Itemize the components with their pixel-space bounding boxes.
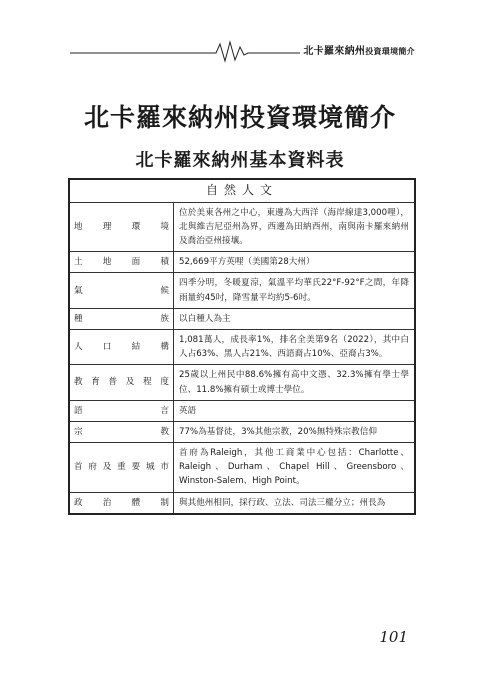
table-row — [69, 492, 415, 514]
section-header: 自然人文 — [69, 179, 415, 202]
table-row — [69, 308, 415, 329]
table-row — [69, 202, 415, 252]
table-row — [69, 421, 415, 442]
row-value: 與其他州相同，採行政、立法、司法三權分立；州長為 — [174, 492, 416, 514]
table-row — [69, 443, 415, 493]
row-label: 宗 教 — [69, 421, 174, 442]
table-row — [69, 330, 415, 365]
table-row — [69, 252, 415, 273]
running-title: 北卡羅來納州投資環境簡介 — [303, 46, 415, 57]
row-label: 人 口 結 構 — [69, 330, 174, 365]
page-number: 101 — [379, 628, 408, 646]
row-value: 以白種人為主 — [174, 308, 416, 329]
main-title: 北卡羅來納州投資環境簡介 — [83, 103, 396, 132]
row-value: 英語 — [174, 400, 416, 421]
row-label: 氣 候 — [69, 273, 174, 308]
basic-info-table — [68, 178, 416, 515]
table-row — [69, 365, 415, 400]
row-label: 種 族 — [69, 308, 174, 329]
row-value: 位於美東各州之中心，東邊為大西洋（海岸線達3,000哩），北與維吉尼亞州為界，西邊為田納西州，南與南卡羅來納州及喬治亞州接壤。 — [174, 202, 416, 252]
table-row — [69, 400, 415, 421]
row-value: 首府為Raleigh，其他工商業中心包括：Charlotte、Raleigh、Durham、Chapel Hill、Greensboro、Winston-Salem、High Point。 — [174, 443, 416, 493]
row-value: 77%為基督徒，3%其他宗教，20%無特殊宗教信仰 — [174, 421, 416, 442]
sub-title: 北卡羅來納州基本資料表 — [135, 150, 345, 171]
row-value: 四季分明，冬暖夏涼，氣溫平均華氏22°F-92°F之間，年降雨量約45吋，降雪量平均約5-6吋。 — [174, 273, 416, 308]
table-header-row — [69, 179, 415, 202]
row-label: 土 地 面 積 — [69, 252, 174, 273]
row-label: 首 府 及 重 要 城 市 — [69, 443, 174, 493]
row-label: 政 治 體 制 — [69, 492, 174, 514]
row-value: 25歲以上州民中88.6%擁有高中文憑、32.3%擁有學士學位、11.8%擁有碩士或博士學位。 — [174, 365, 416, 400]
row-label: 語 言 — [69, 400, 174, 421]
row-value: 1,081萬人，成長率1%，排名全美第9名（2022），其中白人占63%、黑人占21%、西語裔占10%、亞裔占3%。 — [174, 330, 416, 365]
row-label: 地 理 環 境 — [69, 202, 174, 252]
running-header — [70, 38, 415, 64]
row-value: 52,669平方英哩（美國第28大州） — [174, 252, 416, 273]
table-row — [69, 273, 415, 308]
row-label: 教 育 普 及 程 度 — [69, 365, 174, 400]
